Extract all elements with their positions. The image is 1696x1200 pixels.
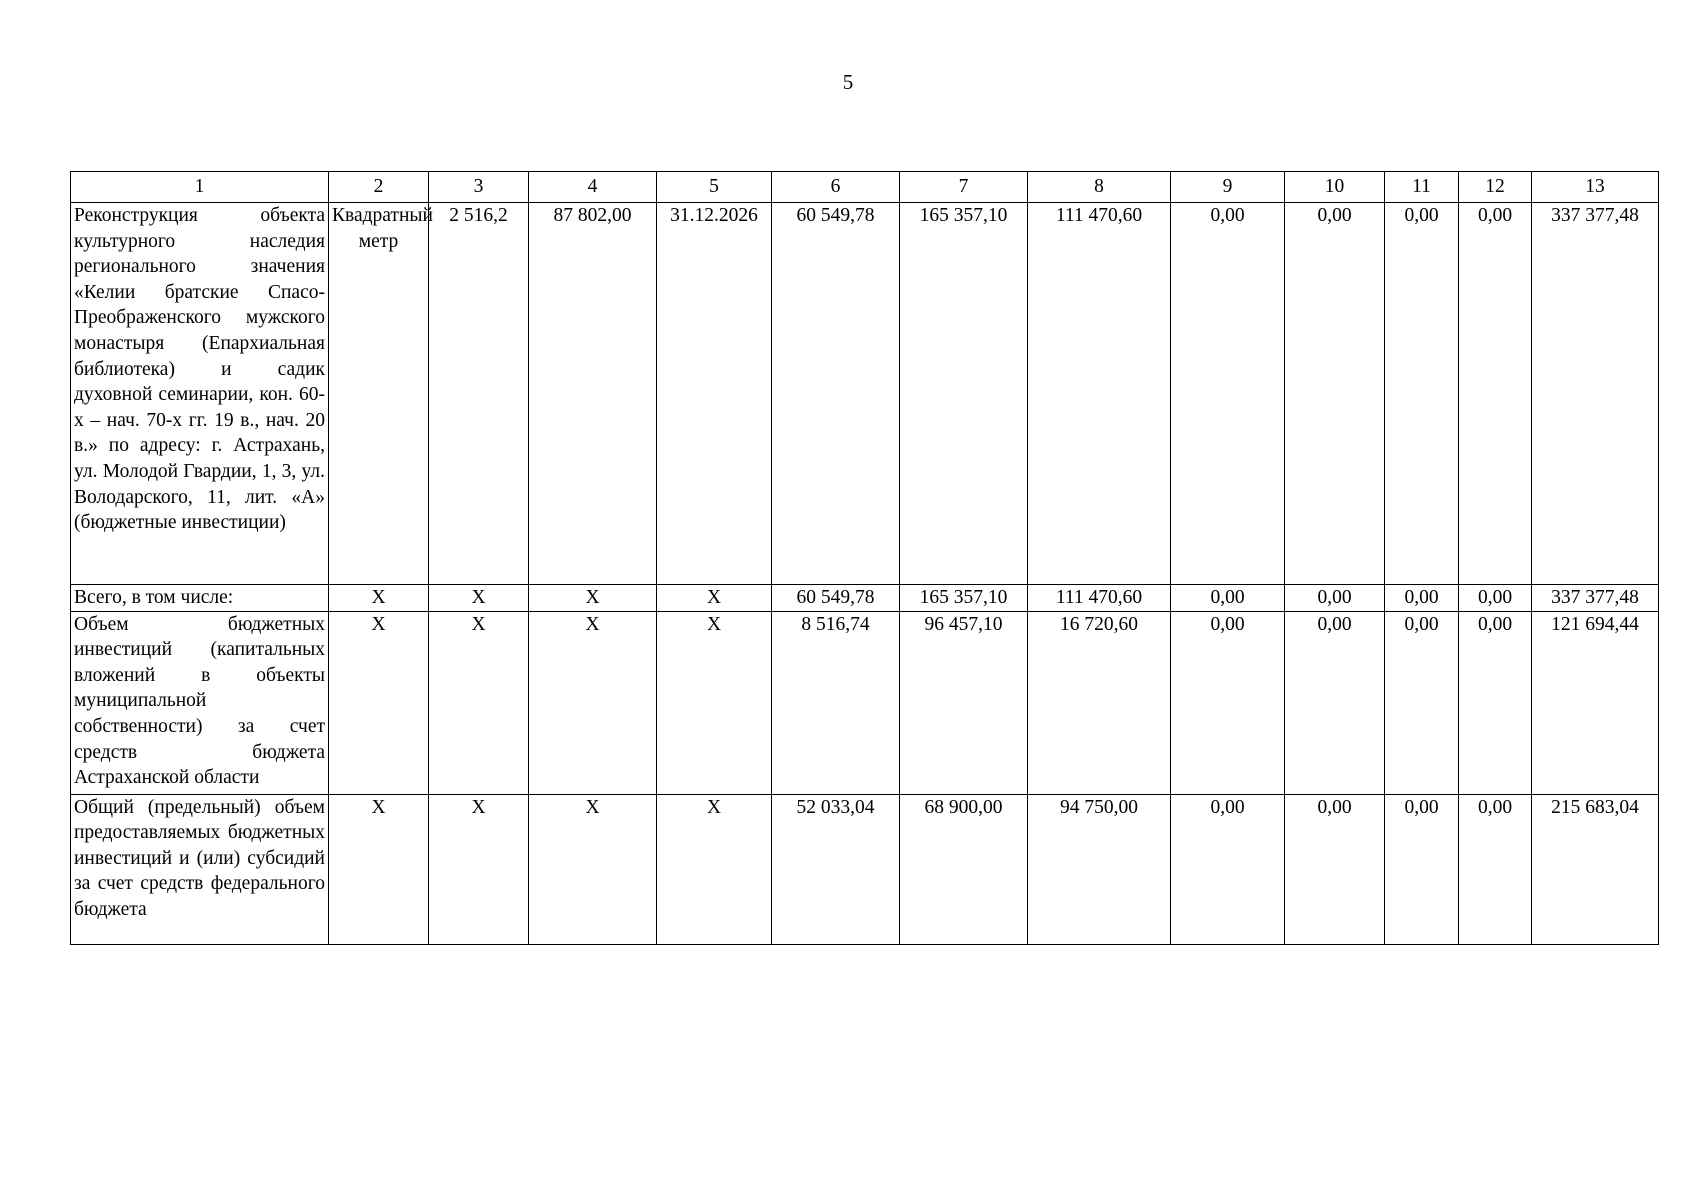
- value-cell: 60 549,78: [772, 585, 900, 612]
- value-cell: 0,00: [1285, 585, 1385, 612]
- header-row: [71, 172, 1659, 203]
- value-cell: 165 357,10: [900, 203, 1028, 585]
- estimated-cost-cell: Х: [529, 611, 657, 794]
- header-cell: 8: [1028, 172, 1171, 203]
- capacity-cell: Х: [429, 611, 529, 794]
- object-name-cell: Общий (предельный) объем предоставляемых бюджетных инвестиций и (или) субсидий за счет средств федерального бюджета: [71, 794, 329, 944]
- value-cell: 0,00: [1171, 585, 1285, 612]
- value-cell: 0,00: [1171, 611, 1285, 794]
- value-cell: 111 470,60: [1028, 585, 1171, 612]
- completion-date-cell: Х: [657, 585, 772, 612]
- header-cell: 2: [329, 172, 429, 203]
- value-cell: 0,00: [1459, 203, 1532, 585]
- value-cell: 0,00: [1285, 203, 1385, 585]
- investment-table: [70, 171, 1659, 945]
- value-cell: 0,00: [1285, 611, 1385, 794]
- header-cell: 7: [900, 172, 1028, 203]
- value-cell: 0,00: [1171, 203, 1285, 585]
- header-cell: 10: [1285, 172, 1385, 203]
- object-name-cell: Объем бюджетных инвестиций (капитальных вложений в объекты муниципальной собственности) за счет средств бюджета Астраханской области: [71, 611, 329, 794]
- header-cell: 9: [1171, 172, 1285, 203]
- total-value-cell: 337 377,48: [1532, 585, 1659, 612]
- total-value-cell: 121 694,44: [1532, 611, 1659, 794]
- value-cell: 94 750,00: [1028, 794, 1171, 944]
- object-name-cell: Всего, в том числе:: [71, 585, 329, 612]
- unit-cell: Квадратный метр: [329, 203, 429, 585]
- completion-date-cell: 31.12.2026: [657, 203, 772, 585]
- value-cell: 0,00: [1171, 794, 1285, 944]
- header-cell: 13: [1532, 172, 1659, 203]
- value-cell: 8 516,74: [772, 611, 900, 794]
- completion-date-cell: Х: [657, 611, 772, 794]
- value-cell: 0,00: [1459, 585, 1532, 612]
- value-cell: 0,00: [1459, 611, 1532, 794]
- value-cell: 68 900,00: [900, 794, 1028, 944]
- header-cell: 11: [1385, 172, 1459, 203]
- header-cell: 6: [772, 172, 900, 203]
- header-cell: 5: [657, 172, 772, 203]
- value-cell: 0,00: [1385, 611, 1459, 794]
- table-row: [71, 203, 1659, 585]
- value-cell: 165 357,10: [900, 585, 1028, 612]
- value-cell: 60 549,78: [772, 203, 900, 585]
- page-number: 5: [842, 70, 854, 94]
- header-cell: 1: [71, 172, 329, 203]
- value-cell: 16 720,60: [1028, 611, 1171, 794]
- completion-date-cell: Х: [657, 794, 772, 944]
- table-row: [71, 611, 1659, 794]
- table-row: [71, 585, 1659, 612]
- capacity-cell: 2 516,2: [429, 203, 529, 585]
- capacity-cell: Х: [429, 794, 529, 944]
- value-cell: 111 470,60: [1028, 203, 1171, 585]
- total-value-cell: 337 377,48: [1532, 203, 1659, 585]
- unit-cell: Х: [329, 611, 429, 794]
- unit-cell: Х: [329, 794, 429, 944]
- estimated-cost-cell: Х: [529, 585, 657, 612]
- value-cell: 0,00: [1459, 794, 1532, 944]
- capacity-cell: Х: [429, 585, 529, 612]
- header-cell: 3: [429, 172, 529, 203]
- total-value-cell: 215 683,04: [1532, 794, 1659, 944]
- estimated-cost-cell: Х: [529, 794, 657, 944]
- object-name-cell: Реконструкция объекта культурного наследия регионального значения «Келии братские Спасо-Преображенского мужского монастыря (Епархиальная библиотека) и садик духовной семинарии, кон. 60-х – нач. 70-х гг. 19 в., нач. 20 в.» по адресу: г. Астрахань, ул. Молодой Гвардии, 1, 3, ул. Володарского, 11, лит. «А» (бюджетные инвестиции): [71, 203, 329, 585]
- unit-cell: Х: [329, 585, 429, 612]
- header-cell: 12: [1459, 172, 1532, 203]
- value-cell: 52 033,04: [772, 794, 900, 944]
- value-cell: 0,00: [1385, 585, 1459, 612]
- estimated-cost-cell: 87 802,00: [529, 203, 657, 585]
- value-cell: 0,00: [1385, 794, 1459, 944]
- header-cell: 4: [529, 172, 657, 203]
- table-row: [71, 794, 1659, 944]
- value-cell: 96 457,10: [900, 611, 1028, 794]
- value-cell: 0,00: [1285, 794, 1385, 944]
- value-cell: 0,00: [1385, 203, 1459, 585]
